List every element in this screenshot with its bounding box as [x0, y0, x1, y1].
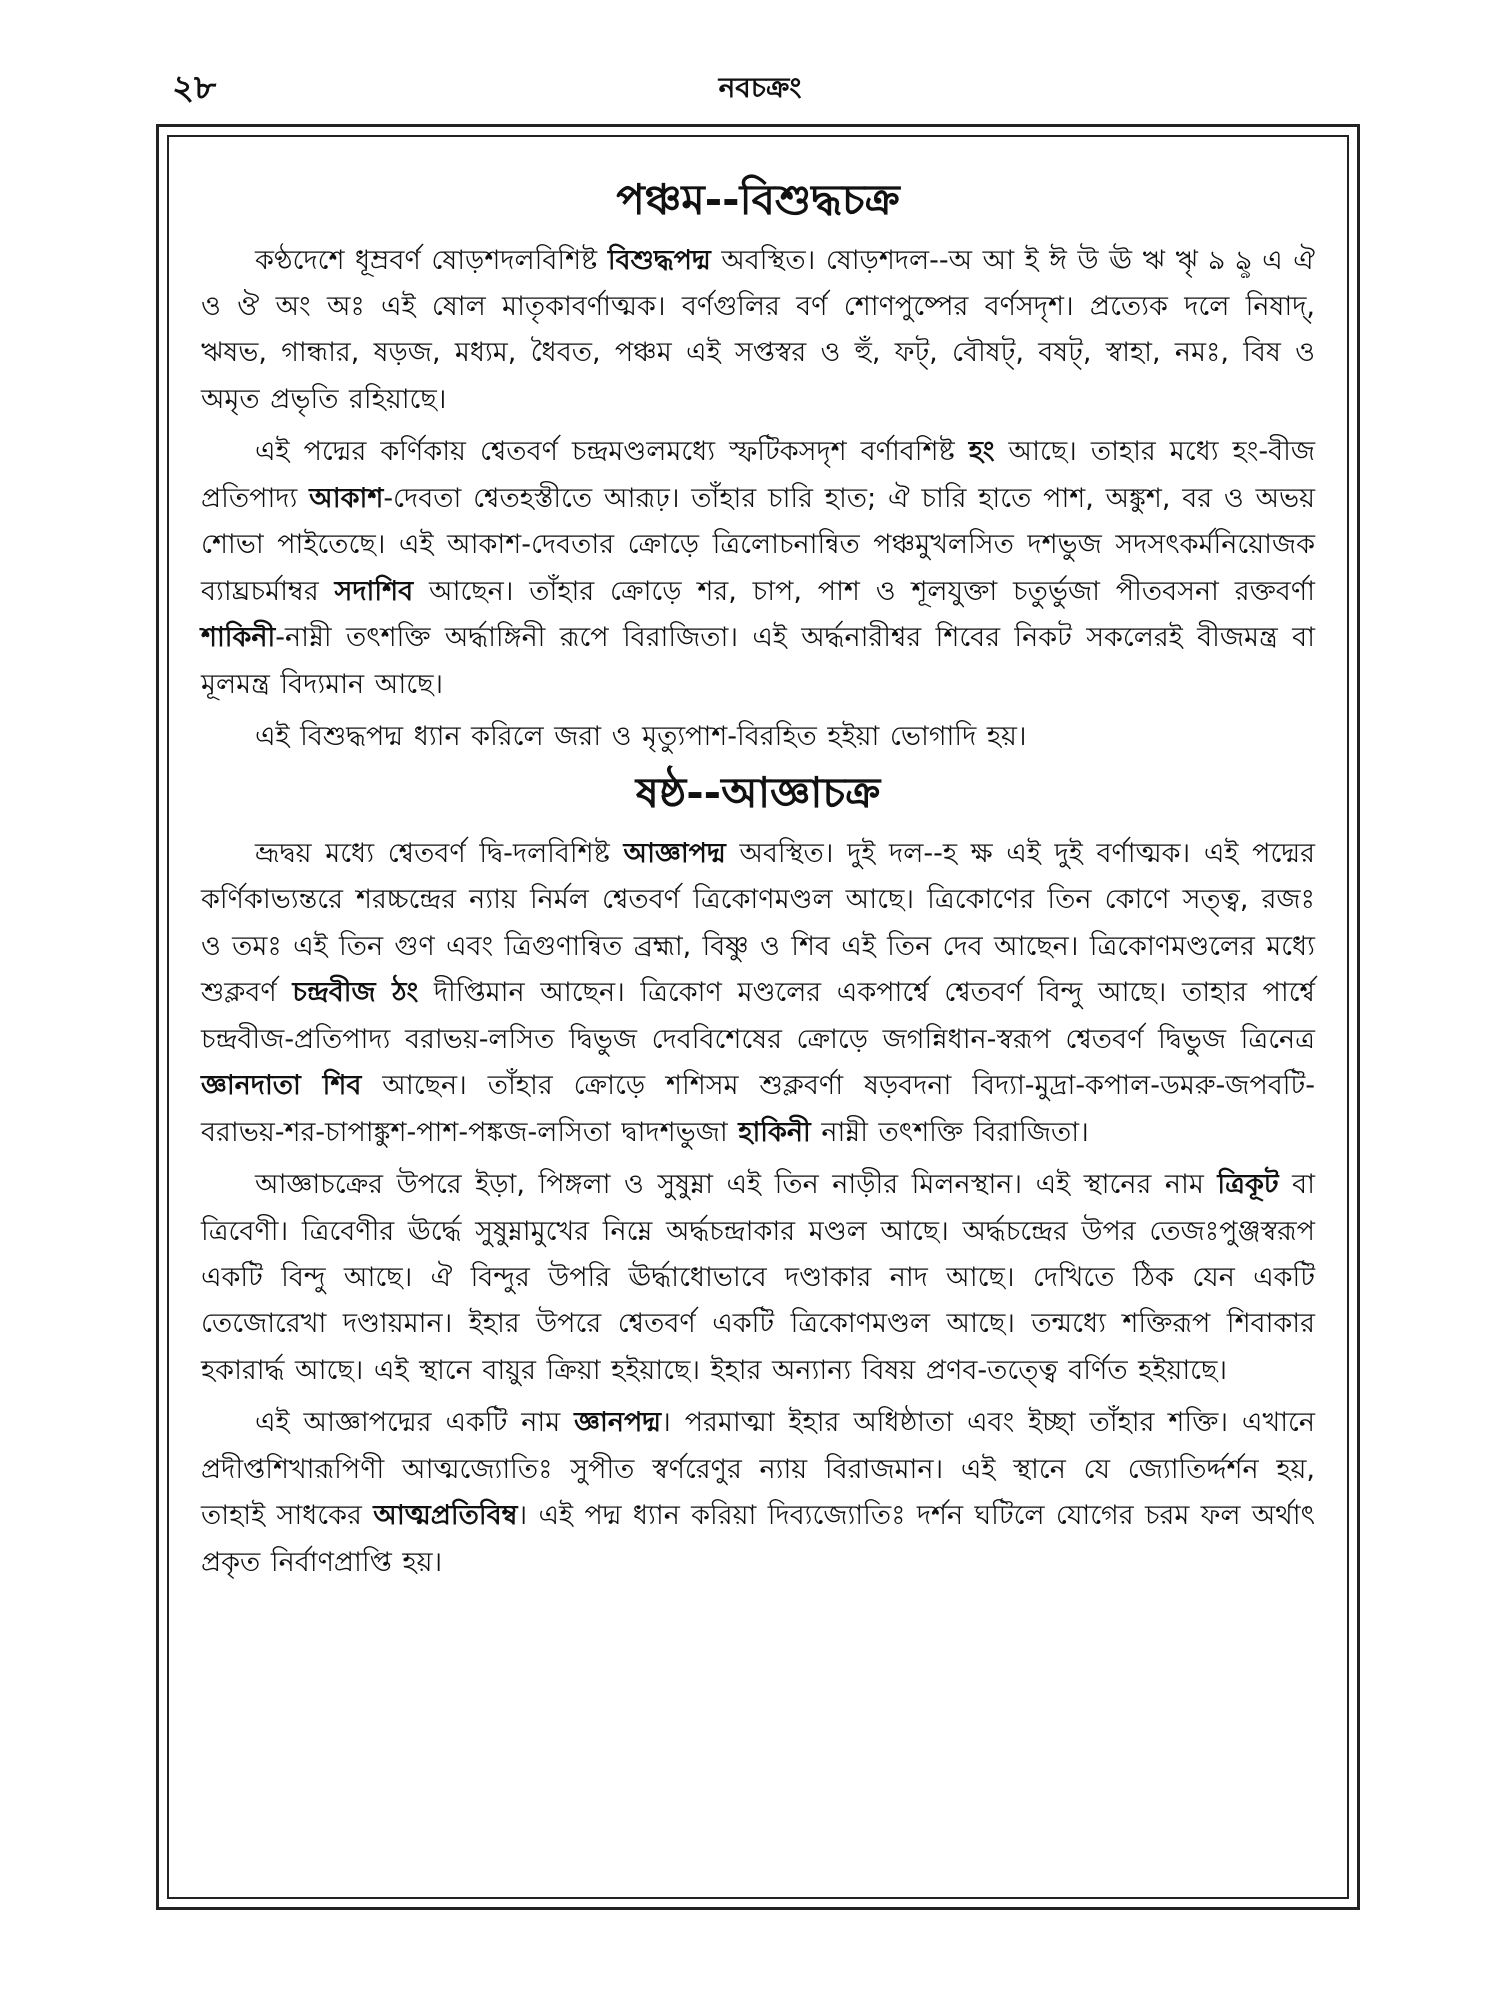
paragraph: এই বিশুদ্ধপদ্ম ধ্যান করিলে জরা ও মৃত্যুপাশ-বিরহিত হইয়া ভোগাদি হয়। [255, 720, 1027, 752]
paragraph [201, 831, 1315, 1156]
bold-term: বিশুদ্ধপদ্ম [607, 244, 711, 276]
bold-term: আত্মপ্রতিবিম্ব [373, 1500, 518, 1532]
text-run: আছে। তাহার মধ্যে হং-বীজ প্রতিপাদ্য [201, 436, 1316, 514]
bold-term: আকাশ [309, 482, 384, 514]
text-run: অবস্থিত। ষোড়শদল--অ আ ই ঈ উ ঊ ঋ ৠ ঌ ৡ এ ঐ ও ঔ অং অঃ এই ষোল মাতৃকাবর্ণাত্মক। বর্ণগুলির বর্ণ শোণপুষ্পের বর্ণসদৃশ। প্রত্যেক দলে নিষাদ্, ঋষভ, গান্ধার, ষড়জ, মধ্যম, ধৈবত, পঞ্চম এই সপ্তস্বর ও হুঁ, ফট্, বৌষট্, বষট্, স্বাহা, নমঃ, বিষ ও অমৃত প্রভৃতি রহিয়াছে। [201, 244, 1315, 415]
bold-term: হাকিনী [738, 1116, 811, 1148]
text-run: এই পদ্মের কর্ণিকায় শ্বেতবর্ণ চন্দ্রমণ্ডলমধ্যে স্ফটিকসদৃশ বর্ণাবশিষ্ট [255, 436, 969, 468]
page-header [160, 62, 1360, 122]
text-run: -দেবতা শ্বেতহস্তীতে আরূঢ়। তাঁহার চারি হাত; ঐ চারি হাতে পাশ, অঙ্কুশ, বর ও অভয় শোভা পাইতেছে। এই আকাশ-দেবতার ক্রোড়ে ত্রিলোচনান্বিত পঞ্চমুখলসিত দশভুজ সদসৎকর্মনিয়োজক ব্যাঘ্রচর্মাম্বর [201, 482, 1316, 607]
text-run: । পরমাত্মা ইহার অধিষ্ঠাতা এবং ইচ্ছা তাঁহার শক্তি। এখানে প্রদীপ্তশিখারূপিণী আত্মজ্যোতিঃ সুপীত স্বর্ণরেণুর ন্যায় বিরাজমান। এই স্থানে যে জ্যোতির্দ্দর্শন হয়, তাহাই সাধকের [201, 1407, 1315, 1532]
text-run: আজ্ঞাচক্রের উপরে ইড়া, পিঙ্গলা ও সুষুম্না এই তিন নাড়ীর মিলনস্থান। এই স্থানের নাম [255, 1169, 1218, 1201]
text-run: অবস্থিত। দুই দল--হ ক্ষ এই দুই বর্ণাত্মক। এই পদ্মের কর্ণিকাভ্যন্তরে শরচ্চন্দ্রের ন্যায় নির্মল শ্বেতবর্ণ ত্রিকোণমণ্ডল আছে। ত্রিকোণের তিন কোণে সত্ত্ব, রজঃ ও তমঃ এই তিন গুণ এবং ত্রিগুণান্বিত ব্রহ্মা, বিষ্ণু ও শিব এই তিন দেব আছেন। ত্রিকোণমণ্ডলের মধ্যে শুক্লবর্ণ [201, 838, 1315, 1009]
section-title-ajna: ষষ্ঠ--আজ্ঞাচক্র [635, 768, 881, 818]
page-border [156, 124, 1360, 1910]
paragraph [201, 429, 1315, 708]
text-run: এই আজ্ঞাপদ্মের একটি নাম [255, 1407, 575, 1439]
bold-term: জ্ঞানপদ্ম [574, 1407, 662, 1439]
paragraph [201, 238, 1315, 424]
text-run: কণ্ঠদেশে ধূম্রবর্ণ ষোড়শদলবিশিষ্ট [255, 244, 608, 276]
bold-term: শাকিনী [201, 622, 276, 654]
bold-term: হং [968, 436, 995, 468]
paragraph [201, 1162, 1315, 1394]
bold-term: জ্ঞানদাতা শিব [201, 1070, 362, 1102]
text-run: আছেন। তাঁহার ক্রোড়ে শর, চাপ, পাশ ও শূলযুক্তা চতুর্ভুজা পীতবসনা রক্তবর্ণা [413, 575, 1315, 607]
bold-term: সদাশিব [334, 575, 414, 607]
page-number: ২৮ [172, 68, 217, 108]
bold-term: আজ্ঞাপদ্ম [623, 838, 726, 869]
section-title-vishuddha: পঞ্চম--বিশুদ্ধচক্র [616, 175, 900, 224]
text-run: -নাম্নী তৎশক্তি অর্দ্ধাঙ্গিনী রূপে বিরাজিতা। এই অর্দ্ধনারীশ্বর শিবের নিকট সকলেরই বীজমন্ত্র বা মূলমন্ত্র বিদ্যমান আছে। [201, 622, 1315, 700]
bold-term: ত্রিকূট [1217, 1169, 1279, 1201]
running-title: নবচক্রং [718, 71, 802, 104]
text-run: বা ত্রিবেণী। ত্রিবেণীর ঊর্দ্ধে সুষুম্নামুখের নিম্নে অর্দ্ধচন্দ্রাকার মণ্ডল আছে। অর্দ্ধচন্দ্রের উপর তেজঃপুঞ্জস্বরূপ একটি বিন্দু আছে। ঐ বিন্দুর উপরি ঊর্দ্ধাধোভাবে দণ্ডাকার নাদ আছে। দেখিতে ঠিক যেন একটি তেজোরেখা দণ্ডায়মান। ইহার উপরে শ্বেতবর্ণ একটি ত্রিকোণমণ্ডল আছে। তন্মধ্যে শক্তিরূপ শিবাকার হকারার্দ্ধ আছে। এই স্থানে বায়ুর ক্রিয়া হইয়াছে। ইহার অন্যান্য বিষয় প্রণব-তত্ত্বে বর্ণিত হইয়াছে। [201, 1169, 1315, 1386]
text-frame [167, 135, 1349, 1899]
text-run: । এই পদ্ম ধ্যান করিয়া দিব্যজ্যোতিঃ দর্শন ঘটিলে যোগের চরম ফল অর্থাৎ প্রকৃত নির্বাণপ্রাপ্তি হয়। [201, 1500, 1316, 1578]
text-run: ভ্রূদ্বয় মধ্যে শ্বেতবর্ণ দ্বি-দলবিশিষ্ট [255, 838, 624, 869]
bold-term: চন্দ্রবীজ ঠং [292, 977, 419, 1009]
paragraph [201, 1400, 1315, 1586]
text-run: নাম্নী তৎশক্তি বিরাজিতা। [810, 1116, 1089, 1148]
text-run: দীপ্তিমান আছেন। ত্রিকোণ মণ্ডলের একপার্শ্বে শ্বেতবর্ণ বিন্দু আছে। তাহার পার্শ্বে চন্দ্রবীজ-প্রতিপাদ্য বরাভয়-লসিত দ্বিভুজ দেববিশেষের ক্রোড়ে জগন্নিধান-স্বরূপ শ্বেতবর্ণ দ্বিভুজ ত্রিনেত্র [201, 977, 1315, 1055]
text-run: আছেন। তাঁহার ক্রোড়ে শশিসম শুক্লবর্ণা ষড়বদনা বিদ্যা-মুদ্রা-কপাল-ডমরু-জপবটি-বরাভয়-শর-চাপাঙ্কুশ-পাশ-পঙ্কজ-লসিতা দ্বাদশভুজা [201, 1070, 1315, 1148]
